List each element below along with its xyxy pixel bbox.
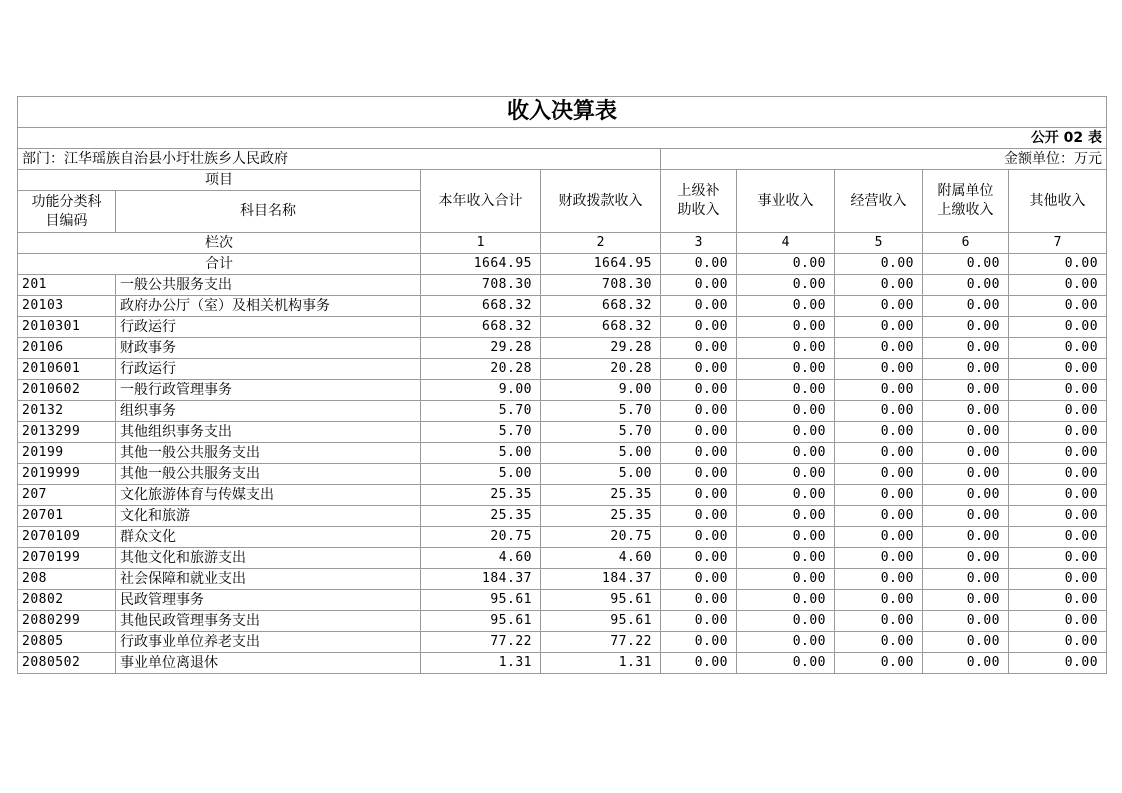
- total-label: 合计: [18, 254, 421, 275]
- row-value: 0.00: [1009, 296, 1107, 317]
- row-value: 0.00: [835, 422, 923, 443]
- row-value: 668.32: [421, 317, 541, 338]
- row-value: 95.61: [421, 611, 541, 632]
- row-value: 77.22: [421, 632, 541, 653]
- row-subject-name: 组织事务: [116, 401, 421, 422]
- row-value: 0.00: [737, 338, 835, 359]
- row-func-code: 20701: [18, 506, 116, 527]
- row-value: 29.28: [541, 338, 661, 359]
- row-value: 0.00: [835, 380, 923, 401]
- row-func-code: 2080502: [18, 653, 116, 674]
- table-row: [18, 422, 1107, 443]
- row-value: 0.00: [835, 359, 923, 380]
- row-value: 5.70: [421, 422, 541, 443]
- row-value: 0.00: [661, 632, 737, 653]
- row-value: 0.00: [1009, 653, 1107, 674]
- header-row-1: [18, 170, 1107, 191]
- row-value: 0.00: [737, 506, 835, 527]
- row-func-code: 2013299: [18, 422, 116, 443]
- row-subject-name: 财政事务: [116, 338, 421, 359]
- row-value: 0.00: [923, 443, 1009, 464]
- row-value: 0.00: [1009, 359, 1107, 380]
- row-value: 0.00: [737, 380, 835, 401]
- column-number: 7: [1009, 233, 1107, 254]
- row-subject-name: 文化旅游体育与传媒支出: [116, 485, 421, 506]
- row-value: 25.35: [541, 485, 661, 506]
- row-value: 0.00: [1009, 485, 1107, 506]
- row-value: 77.22: [541, 632, 661, 653]
- row-value: 95.61: [541, 611, 661, 632]
- row-value: 0.00: [835, 632, 923, 653]
- row-value: 0.00: [923, 464, 1009, 485]
- row-value: 0.00: [737, 653, 835, 674]
- row-value: 0.00: [1009, 338, 1107, 359]
- row-value: 0.00: [923, 611, 1009, 632]
- row-value: 0.00: [835, 464, 923, 485]
- row-value: 0.00: [923, 506, 1009, 527]
- row-value: 0.00: [661, 506, 737, 527]
- header-subject-name: 科目名称: [116, 191, 421, 233]
- table-row: [18, 569, 1107, 590]
- row-value: 0.00: [1009, 569, 1107, 590]
- table-row: [18, 317, 1107, 338]
- row-value: 0.00: [835, 527, 923, 548]
- report-title: 收入决算表: [18, 97, 1107, 128]
- header-other-income: 其他收入: [1009, 170, 1107, 233]
- row-value: 0.00: [1009, 548, 1107, 569]
- row-value: 668.32: [541, 296, 661, 317]
- row-value: 0.00: [1009, 401, 1107, 422]
- row-value: 0.00: [661, 422, 737, 443]
- row-value: 0.00: [737, 296, 835, 317]
- row-func-code: 20132: [18, 401, 116, 422]
- row-subject-name: 文化和旅游: [116, 506, 421, 527]
- row-value: 708.30: [421, 275, 541, 296]
- row-value: 0.00: [661, 653, 737, 674]
- row-func-code: 20802: [18, 590, 116, 611]
- header-item-group: 项目: [18, 170, 421, 191]
- row-value: 0.00: [923, 590, 1009, 611]
- row-value: 0.00: [835, 590, 923, 611]
- row-func-code: 2010601: [18, 359, 116, 380]
- title-row: [18, 97, 1107, 128]
- column-number-label: 栏次: [18, 233, 421, 254]
- total-value: 0.00: [835, 254, 923, 275]
- row-value: 0.00: [737, 422, 835, 443]
- row-value: 5.00: [421, 443, 541, 464]
- row-value: 0.00: [737, 611, 835, 632]
- row-value: 4.60: [541, 548, 661, 569]
- table-row: [18, 296, 1107, 317]
- table-row: [18, 338, 1107, 359]
- table-number: 公开 02 表: [18, 128, 1107, 149]
- department-row: [18, 149, 1107, 170]
- row-value: 20.75: [541, 527, 661, 548]
- row-value: 0.00: [835, 653, 923, 674]
- row-value: 0.00: [835, 548, 923, 569]
- row-value: 0.00: [923, 632, 1009, 653]
- row-value: 0.00: [1009, 380, 1107, 401]
- row-value: 0.00: [1009, 506, 1107, 527]
- row-value: 0.00: [661, 338, 737, 359]
- row-value: 0.00: [835, 296, 923, 317]
- row-subject-name: 行政运行: [116, 359, 421, 380]
- row-value: 9.00: [541, 380, 661, 401]
- row-value: 0.00: [737, 359, 835, 380]
- row-value: 1.31: [421, 653, 541, 674]
- column-number: 5: [835, 233, 923, 254]
- row-value: 0.00: [737, 401, 835, 422]
- row-value: 25.35: [421, 506, 541, 527]
- column-number-row: [18, 233, 1107, 254]
- header-superior-subsidy: 上级补助收入: [661, 170, 737, 233]
- row-value: 0.00: [835, 506, 923, 527]
- row-func-code: 2010602: [18, 380, 116, 401]
- row-value: 0.00: [661, 611, 737, 632]
- row-value: 25.35: [421, 485, 541, 506]
- table-row: [18, 443, 1107, 464]
- row-subject-name: 其他民政管理事务支出: [116, 611, 421, 632]
- table-number-row: [18, 128, 1107, 149]
- total-value: 0.00: [1009, 254, 1107, 275]
- column-number: 3: [661, 233, 737, 254]
- row-func-code: 2070109: [18, 527, 116, 548]
- row-func-code: 2080299: [18, 611, 116, 632]
- row-value: 0.00: [1009, 443, 1107, 464]
- column-number: 4: [737, 233, 835, 254]
- row-value: 0.00: [923, 653, 1009, 674]
- row-subject-name: 一般公共服务支出: [116, 275, 421, 296]
- table-row: [18, 380, 1107, 401]
- row-value: 0.00: [661, 485, 737, 506]
- row-value: 5.70: [541, 401, 661, 422]
- row-subject-name: 其他文化和旅游支出: [116, 548, 421, 569]
- row-value: 0.00: [835, 443, 923, 464]
- row-value: 0.00: [737, 464, 835, 485]
- total-value: 1664.95: [541, 254, 661, 275]
- table-row: [18, 590, 1107, 611]
- table-row: [18, 611, 1107, 632]
- row-value: 0.00: [923, 380, 1009, 401]
- row-value: 0.00: [661, 275, 737, 296]
- row-value: 0.00: [923, 359, 1009, 380]
- row-func-code: 20106: [18, 338, 116, 359]
- row-value: 20.75: [421, 527, 541, 548]
- row-value: 0.00: [661, 527, 737, 548]
- row-value: 0.00: [661, 401, 737, 422]
- row-subject-name: 政府办公厅（室）及相关机构事务: [116, 296, 421, 317]
- column-number: 2: [541, 233, 661, 254]
- row-value: 0.00: [661, 443, 737, 464]
- header-affiliated-income: 附属单位上缴收入: [923, 170, 1009, 233]
- table-row: [18, 653, 1107, 674]
- row-value: 1.31: [541, 653, 661, 674]
- header-operating-income: 经营收入: [835, 170, 923, 233]
- row-value: 0.00: [661, 359, 737, 380]
- header-business-income: 事业收入: [737, 170, 835, 233]
- row-value: 5.00: [541, 443, 661, 464]
- row-value: 0.00: [661, 464, 737, 485]
- table-row: [18, 632, 1107, 653]
- row-value: 0.00: [1009, 527, 1107, 548]
- table-row: [18, 275, 1107, 296]
- table-row: [18, 506, 1107, 527]
- row-value: 0.00: [835, 338, 923, 359]
- row-subject-name: 社会保障和就业支出: [116, 569, 421, 590]
- row-value: 0.00: [661, 590, 737, 611]
- row-value: 95.61: [421, 590, 541, 611]
- row-value: 0.00: [1009, 317, 1107, 338]
- table-row: [18, 401, 1107, 422]
- row-func-code: 20103: [18, 296, 116, 317]
- row-value: 0.00: [923, 317, 1009, 338]
- row-func-code: 2070199: [18, 548, 116, 569]
- row-subject-name: 行政运行: [116, 317, 421, 338]
- row-value: 184.37: [541, 569, 661, 590]
- row-value: 0.00: [737, 548, 835, 569]
- table-row: [18, 548, 1107, 569]
- row-value: 0.00: [661, 548, 737, 569]
- row-value: 5.00: [421, 464, 541, 485]
- row-value: 4.60: [421, 548, 541, 569]
- row-value: 0.00: [737, 569, 835, 590]
- row-value: 0.00: [923, 338, 1009, 359]
- row-func-code: 208: [18, 569, 116, 590]
- row-value: 5.70: [541, 422, 661, 443]
- row-func-code: 201: [18, 275, 116, 296]
- row-func-code: 207: [18, 485, 116, 506]
- row-value: 0.00: [661, 296, 737, 317]
- header-fiscal-allocation: 财政拨款收入: [541, 170, 661, 233]
- row-func-code: 2010301: [18, 317, 116, 338]
- row-value: 5.70: [421, 401, 541, 422]
- row-subject-name: 行政事业单位养老支出: [116, 632, 421, 653]
- table-row: [18, 527, 1107, 548]
- table-row: [18, 464, 1107, 485]
- total-value: 0.00: [737, 254, 835, 275]
- row-value: 0.00: [661, 380, 737, 401]
- row-value: 29.28: [421, 338, 541, 359]
- row-value: 0.00: [1009, 275, 1107, 296]
- header-func-code: 功能分类科目编码: [18, 191, 116, 233]
- amount-unit: 金额单位：万元: [661, 149, 1107, 170]
- row-value: 0.00: [835, 401, 923, 422]
- row-value: 9.00: [421, 380, 541, 401]
- income-final-accounts-table: [17, 96, 1107, 674]
- row-value: 0.00: [923, 296, 1009, 317]
- row-value: 95.61: [541, 590, 661, 611]
- row-value: 20.28: [541, 359, 661, 380]
- row-value: 0.00: [737, 485, 835, 506]
- row-value: 0.00: [835, 485, 923, 506]
- row-value: 20.28: [421, 359, 541, 380]
- row-value: 0.00: [835, 275, 923, 296]
- row-value: 0.00: [835, 317, 923, 338]
- row-value: 0.00: [923, 569, 1009, 590]
- row-subject-name: 其他一般公共服务支出: [116, 464, 421, 485]
- row-value: 0.00: [737, 527, 835, 548]
- row-value: 0.00: [923, 401, 1009, 422]
- row-value: 0.00: [661, 317, 737, 338]
- row-value: 0.00: [1009, 632, 1107, 653]
- row-subject-name: 其他组织事务支出: [116, 422, 421, 443]
- row-value: 0.00: [923, 485, 1009, 506]
- row-value: 0.00: [661, 569, 737, 590]
- row-subject-name: 其他一般公共服务支出: [116, 443, 421, 464]
- row-value: 0.00: [737, 443, 835, 464]
- row-value: 0.00: [835, 611, 923, 632]
- row-subject-name: 群众文化: [116, 527, 421, 548]
- table-row: [18, 359, 1107, 380]
- row-value: 708.30: [541, 275, 661, 296]
- row-value: 668.32: [421, 296, 541, 317]
- row-value: 0.00: [923, 422, 1009, 443]
- row-value: 5.00: [541, 464, 661, 485]
- row-value: 0.00: [1009, 422, 1107, 443]
- department-label: 部门：江华瑶族自治县小圩壮族乡人民政府: [18, 149, 661, 170]
- row-subject-name: 一般行政管理事务: [116, 380, 421, 401]
- row-value: 0.00: [923, 527, 1009, 548]
- total-value: 0.00: [661, 254, 737, 275]
- row-value: 0.00: [1009, 464, 1107, 485]
- total-value: 1664.95: [421, 254, 541, 275]
- row-value: 0.00: [835, 569, 923, 590]
- row-value: 25.35: [541, 506, 661, 527]
- row-value: 0.00: [737, 632, 835, 653]
- column-number: 1: [421, 233, 541, 254]
- row-func-code: 20199: [18, 443, 116, 464]
- table-row: [18, 485, 1107, 506]
- total-value: 0.00: [923, 254, 1009, 275]
- row-func-code: 2019999: [18, 464, 116, 485]
- header-total-income: 本年收入合计: [421, 170, 541, 233]
- total-row: [18, 254, 1107, 275]
- row-subject-name: 事业单位离退休: [116, 653, 421, 674]
- column-number: 6: [923, 233, 1009, 254]
- row-func-code: 20805: [18, 632, 116, 653]
- row-value: 0.00: [737, 590, 835, 611]
- row-value: 0.00: [737, 275, 835, 296]
- row-value: 184.37: [421, 569, 541, 590]
- row-value: 668.32: [541, 317, 661, 338]
- row-value: 0.00: [923, 275, 1009, 296]
- row-value: 0.00: [737, 317, 835, 338]
- row-value: 0.00: [1009, 611, 1107, 632]
- row-value: 0.00: [1009, 590, 1107, 611]
- row-value: 0.00: [923, 548, 1009, 569]
- row-subject-name: 民政管理事务: [116, 590, 421, 611]
